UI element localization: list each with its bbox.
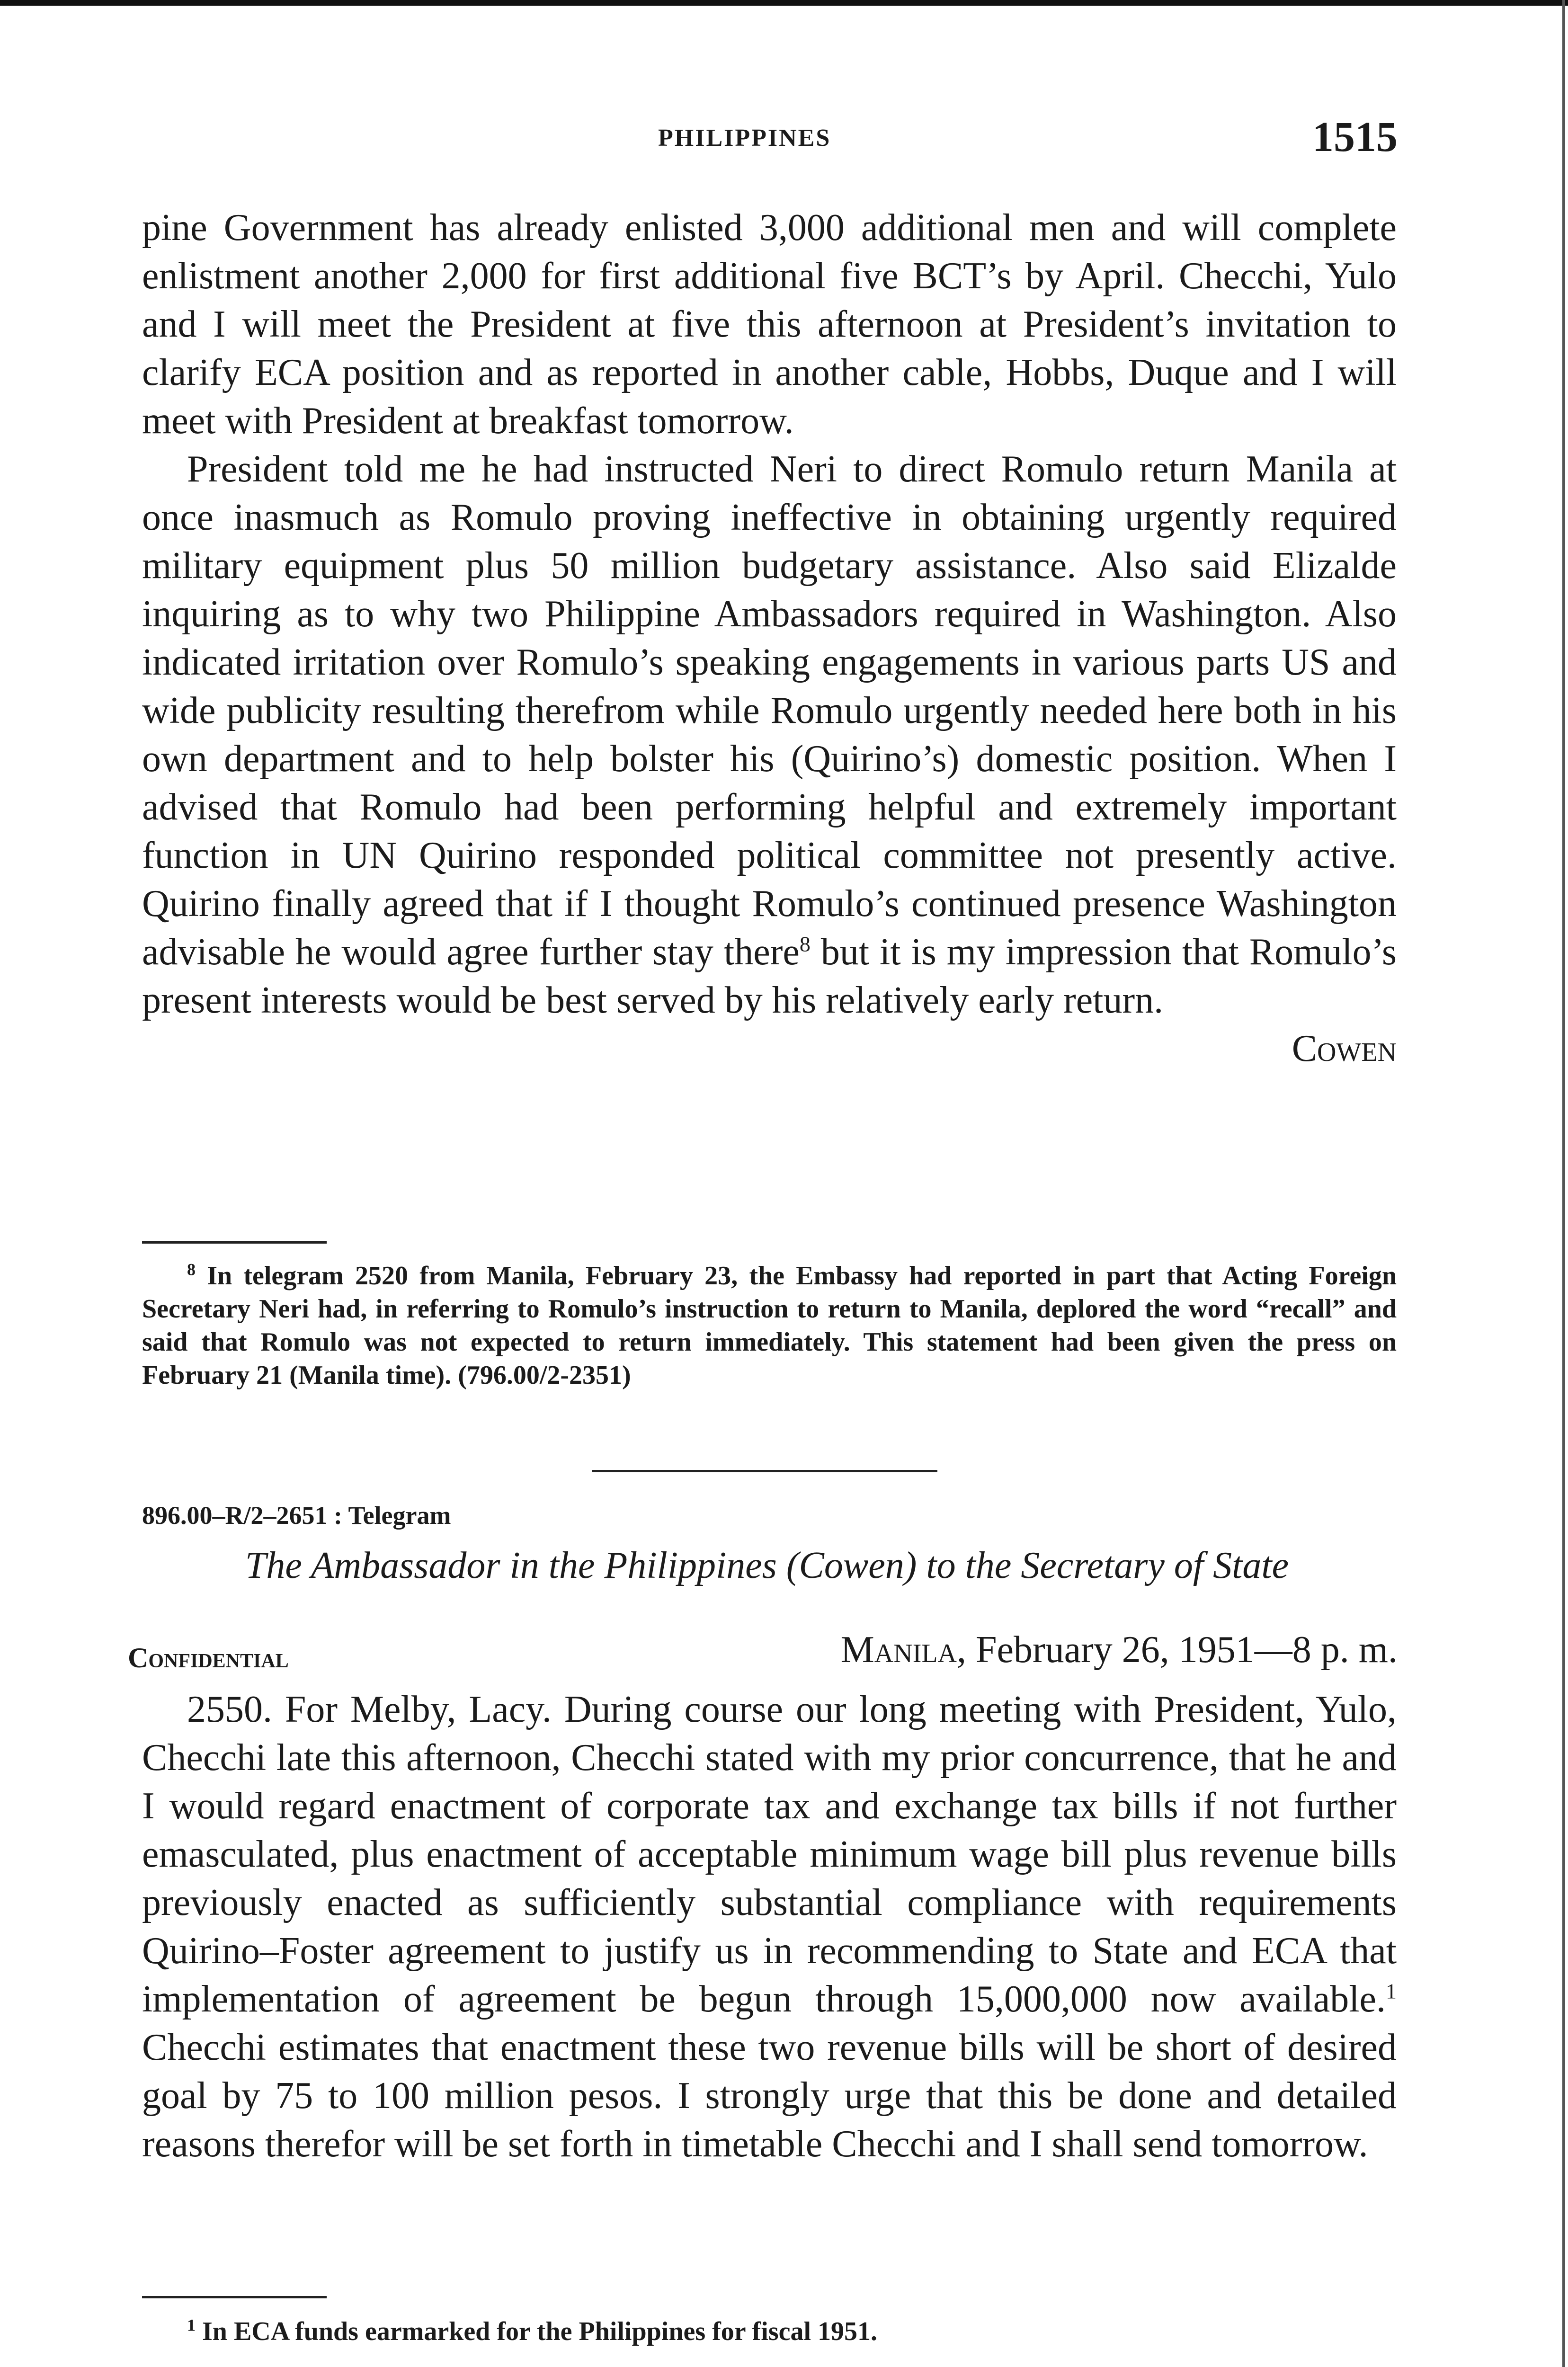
paragraph-romulo-text-a: President told me he had instructed Neri to direct Romulo return Manila at once inasmuch as Romulo proving ineffective in obtaining urgently required military equipment plus 50 million budgetary assistance. Also said Elizalde inquiring as to why two Philippine Ambassadors required in Washington. Also indicated irritation over Romulo’s speaking engagements in various parts US and wide publicity resulting therefrom while Romulo urgently needed here both in his own department and to help bolster his (Quirino’s) domestic position. When I advised that Romulo had been performing helpful and extremely important function in UN Quirino responded political committee not presently active. Quirino finally agreed that if I thought Romulo’s continued presence Washington advisable he would agree further stay there: [142, 448, 1397, 973]
footnote-rule-2: [142, 2296, 327, 2298]
right-edge-rule: [1562, 0, 1565, 2367]
dateline: [841, 1628, 1398, 1672]
footnote-rule: [142, 1241, 327, 1244]
paragraph-continuation: pine Government has already enlisted 3,000 additional men and will complete enlistment another 2,000 for first additional five BCT’s by April. Checchi, Yulo and I will meet the President at five this afternoon at President’s invitation to clarify ECA position and as reported in another cable, Hobbs, Duque and I will meet with President at breakfast tomorrow.: [142, 207, 1397, 442]
footnote-8: [142, 1259, 1397, 1392]
body-text-telegram: [142, 1685, 1397, 2168]
running-title: PHILIPPINES: [658, 125, 831, 151]
classification-label: Confidential: [128, 1642, 289, 1673]
body-text-top: [142, 204, 1397, 1073]
footnote-ref-1[interactable]: 1: [1386, 1979, 1397, 2003]
footnote-8-text: In telegram 2520 from Manila, February 23, the Embassy had reported in part that Acting Foreign Secretary Neri had, in referring to Romulo’s instruction to return to Manila, deplored the word “recall” and said that Romulo was not expected to return immediately. This statement had been given the press on February 21 (Manila time). (796.00/2-2351): [142, 1261, 1397, 1390]
document-heading: The Ambassador in the Philippines (Cowen) to the Secretary of State: [245, 1545, 1289, 1586]
paragraph-romulo-text-b: but it is my impression that Romulo’s present interests would be best served by his relatively early return.: [142, 931, 1397, 1021]
footnote-ref-8[interactable]: 8: [799, 932, 811, 956]
telegram-paragraph: [142, 1685, 1397, 2168]
footnote-1: [142, 2315, 1397, 2348]
dateline-date: , February 26, 1951—8 p. m.: [956, 1629, 1398, 1671]
telegram-text-a: 2550. For Melby, Lacy. During course our long meeting with President, Yulo, Checchi late this afternoon, Checchi stated with my prior concurrence, that he and I would regard enactment of corporate tax and exchange tax bills if not further emasculated, plus enactment of acceptable minimum wage bill plus revenue bills previously enacted as sufficiently substantial compliance with requirements Quirino–Foster agreement to justify us in recommending to State and ECA that implementation of agreement be begun through 15,000,000 now available.: [142, 1689, 1397, 2020]
section-divider: [592, 1470, 937, 1472]
signature: Cowen: [1292, 1028, 1397, 1069]
dateline-place: Manila: [840, 1629, 957, 1671]
file-reference: 896.00–R/2–2651 : Telegram: [142, 1501, 451, 1530]
paragraph-romulo: [142, 445, 1397, 1024]
page-number: 1515: [1312, 114, 1398, 160]
top-edge-bar: [0, 0, 1568, 6]
footnote-1-text: In ECA funds earmarked for the Philippines for fiscal 1951.: [196, 2317, 878, 2346]
telegram-text-b: Checchi estimates that enactment these two revenue bills will be short of desired goal by 75 to 100 million pesos. I strongly urge that this be done and detailed reasons therefor will be set forth in timetable Checchi and I shall send tomorrow.: [142, 2027, 1397, 2165]
footnote-marker-1: 1: [187, 2315, 196, 2335]
footnote-marker-8: 8: [187, 1260, 196, 1279]
